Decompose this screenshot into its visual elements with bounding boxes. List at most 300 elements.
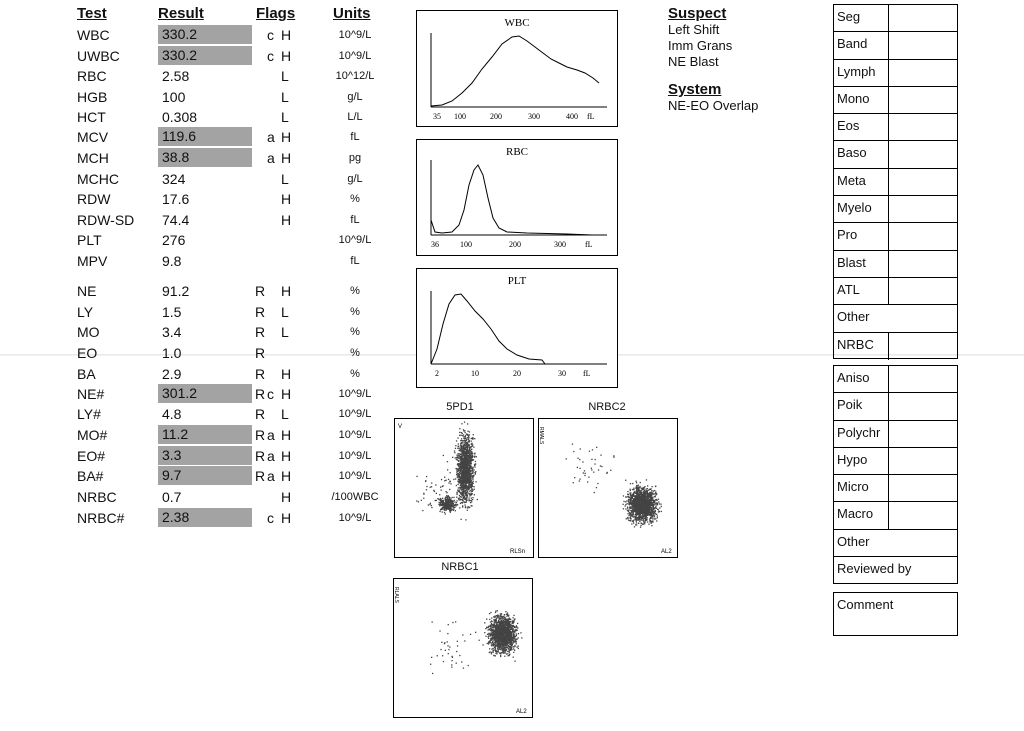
scatter-point xyxy=(499,647,500,648)
scatter-point xyxy=(497,644,498,645)
scatter-point xyxy=(647,488,648,489)
scatter-point xyxy=(494,644,495,645)
scatter-point xyxy=(636,524,637,525)
scatter-point xyxy=(496,651,497,652)
scatter-point xyxy=(643,518,644,519)
scatter-point xyxy=(651,490,652,491)
test-result: 119.6 xyxy=(158,127,252,146)
scatter-point xyxy=(637,504,638,505)
scatter-point xyxy=(464,449,465,450)
scatter-point xyxy=(492,641,493,642)
result-row xyxy=(0,148,390,168)
scatter-point xyxy=(491,653,492,654)
scatter-point xyxy=(495,611,496,612)
flag-level: L xyxy=(281,304,289,320)
scatter-point xyxy=(471,460,472,461)
scatter-point xyxy=(641,512,642,513)
test-name: MCH xyxy=(77,150,109,166)
scatter-point xyxy=(469,474,470,475)
scatter-point xyxy=(650,507,651,508)
scatter-point xyxy=(639,494,640,495)
scatter-point xyxy=(640,497,641,498)
scatter-point xyxy=(515,627,516,628)
scatter-point xyxy=(431,482,432,483)
scatter-point xyxy=(463,445,464,446)
scatter-point xyxy=(453,497,454,498)
flag-source: R xyxy=(255,448,266,464)
scatter-point xyxy=(470,466,471,467)
flag-source: R xyxy=(255,468,266,484)
scatter-point xyxy=(512,621,513,622)
scatter-point xyxy=(508,634,509,635)
scatter-point xyxy=(514,650,515,651)
scatter-point xyxy=(501,633,502,634)
scatter-point xyxy=(461,479,462,480)
scatter-point xyxy=(468,476,469,477)
scatter-point xyxy=(502,650,503,651)
scatter-point xyxy=(462,450,463,451)
scatter-point xyxy=(625,480,626,481)
scatter-point xyxy=(511,640,512,641)
flag-level: H xyxy=(281,366,292,382)
scatter-point xyxy=(470,475,471,476)
scatter-point xyxy=(461,438,462,439)
scatter-point xyxy=(491,617,492,618)
scatter-point xyxy=(442,511,443,512)
5pd1-scatterplot xyxy=(394,418,534,558)
scatter-point xyxy=(591,469,592,470)
scatter-point xyxy=(498,621,499,622)
scatter-point xyxy=(469,495,470,496)
scatter-point xyxy=(493,645,494,646)
scatter-point xyxy=(467,507,468,508)
scatter-point xyxy=(655,486,656,487)
scatter-point xyxy=(458,446,459,447)
scatter-point xyxy=(452,457,453,458)
scatter-point xyxy=(485,636,486,637)
scatter-point xyxy=(443,455,444,456)
scatter-point xyxy=(459,482,460,483)
scatter-point xyxy=(459,476,460,477)
scatter-point xyxy=(653,505,654,506)
scatter-point xyxy=(454,501,455,502)
scatter-point xyxy=(573,482,574,483)
scatter-point xyxy=(463,466,464,467)
scatter-point xyxy=(655,493,656,494)
scatter-point xyxy=(653,507,654,508)
scatter-point xyxy=(508,639,509,640)
scatter-point xyxy=(495,650,496,651)
scatter-point xyxy=(661,506,662,507)
test-name: NRBC# xyxy=(77,510,125,526)
scatter-point xyxy=(635,518,636,519)
scatter-point xyxy=(465,480,466,481)
scatter-point xyxy=(589,451,590,452)
scatter-point xyxy=(500,624,501,625)
test-result: 38.8 xyxy=(158,148,252,167)
scatter-point xyxy=(625,508,626,509)
scatter-point xyxy=(654,508,655,509)
scatter-point xyxy=(466,438,467,439)
scatter-point xyxy=(638,523,639,524)
scatter-point xyxy=(454,452,455,453)
scatter-point xyxy=(474,466,475,467)
scatter-point xyxy=(461,519,462,520)
scatter-point xyxy=(456,492,457,493)
scatter-point xyxy=(469,458,470,459)
scatter-point xyxy=(471,441,472,442)
result-row xyxy=(0,251,390,271)
scatter-point xyxy=(513,634,514,635)
scatter-point xyxy=(641,490,642,491)
scatter-point xyxy=(459,472,460,473)
scatter-point xyxy=(462,502,463,503)
scatter-point xyxy=(460,469,461,470)
scatter-point xyxy=(579,479,580,480)
result-row xyxy=(0,487,390,507)
scatter-point xyxy=(463,471,464,472)
scatter-point xyxy=(514,661,515,662)
scatter-point xyxy=(630,520,631,521)
scatter-point xyxy=(499,622,500,623)
header-test: Test xyxy=(77,5,107,22)
scatter-point xyxy=(510,638,511,639)
scatter-point xyxy=(645,511,646,512)
scatter-point xyxy=(504,656,505,657)
result-row xyxy=(0,466,390,486)
scatter-point xyxy=(520,632,521,633)
scatter-point xyxy=(468,472,469,473)
scatter-point xyxy=(656,514,657,515)
scatter-point xyxy=(453,510,454,511)
scatter-point xyxy=(455,510,456,511)
scatter-point xyxy=(632,501,633,502)
scatter-point xyxy=(452,505,453,506)
scatter-point xyxy=(512,630,513,631)
scatter-point xyxy=(633,522,634,523)
scatter-point xyxy=(658,501,659,502)
scatter-point xyxy=(455,457,456,458)
scatter-point xyxy=(513,622,514,623)
scatter-point xyxy=(463,461,464,462)
test-result: 0.7 xyxy=(162,489,182,505)
result-row xyxy=(0,189,390,209)
scatter-point xyxy=(461,457,462,458)
test-units: % xyxy=(350,285,360,297)
result-row xyxy=(0,384,390,404)
scatter-point xyxy=(471,474,472,475)
scatter-point xyxy=(431,486,432,487)
scatter-point xyxy=(469,483,470,484)
scatter-point xyxy=(660,504,661,505)
scatter-point xyxy=(467,491,468,492)
test-units: % xyxy=(350,193,360,205)
scatter-point xyxy=(452,509,453,510)
scatter-point xyxy=(508,640,509,641)
test-name: EO# xyxy=(77,448,106,464)
scatter-point xyxy=(630,513,631,514)
scatter-point xyxy=(466,449,467,450)
flag-source: R xyxy=(255,366,266,382)
scatter-point xyxy=(646,501,647,502)
scatter-point xyxy=(458,443,459,444)
scatter-point xyxy=(442,501,443,502)
scatter-point xyxy=(651,523,652,524)
test-units: 10^9/L xyxy=(338,512,372,524)
scatter-point xyxy=(461,493,462,494)
scatter-point xyxy=(514,619,515,620)
scatter-point xyxy=(474,489,475,490)
scatter-point xyxy=(491,630,492,631)
flag-level: L xyxy=(281,68,289,84)
test-name: BA# xyxy=(77,468,104,484)
scatter-point xyxy=(515,636,516,637)
scatter-point xyxy=(594,492,595,493)
scatter-point xyxy=(451,498,452,499)
scatter-point xyxy=(497,630,498,631)
scatter-point xyxy=(428,504,429,505)
scatter-point xyxy=(446,501,447,502)
scatter-point xyxy=(449,508,450,509)
flag-level: H xyxy=(281,212,292,228)
scatter-point xyxy=(643,491,644,492)
test-result: 1.5 xyxy=(162,304,182,320)
scatter-point xyxy=(468,464,469,465)
scatter-point xyxy=(631,502,632,503)
scatter-point xyxy=(636,496,637,497)
scatter-point xyxy=(650,495,651,496)
scatter-point xyxy=(628,503,629,504)
scatter-point xyxy=(651,500,652,501)
scatter-point xyxy=(632,495,633,496)
scatter-point xyxy=(456,500,457,501)
scatter-point xyxy=(488,629,489,630)
scatter-point xyxy=(630,515,631,516)
scatter-point xyxy=(498,650,499,651)
scatter-point xyxy=(503,646,504,647)
scatter-point xyxy=(462,476,463,477)
scatter-point xyxy=(439,505,440,506)
scatter-point xyxy=(488,643,489,644)
scatter-point xyxy=(461,449,462,450)
test-name: MO xyxy=(77,324,100,340)
scatter-point xyxy=(467,434,468,435)
scatter-point xyxy=(630,517,631,518)
scatter-point xyxy=(651,518,652,519)
scatter-point xyxy=(507,628,508,629)
scatter-point xyxy=(456,455,457,456)
result-row xyxy=(0,281,390,301)
scatter-point xyxy=(465,468,466,469)
plt-tick-0: 2 xyxy=(435,369,439,378)
flag-level: H xyxy=(281,48,292,64)
scatter-point xyxy=(464,502,465,503)
scatter-point xyxy=(628,499,629,500)
scatter-point xyxy=(582,461,583,462)
scatter-point xyxy=(460,473,461,474)
scatter-point xyxy=(459,448,460,449)
test-name: NRBC xyxy=(77,489,117,505)
scatter-point xyxy=(467,460,468,461)
scatter-point xyxy=(499,648,500,649)
scatter-point xyxy=(497,642,498,643)
scatter-point xyxy=(498,637,499,638)
scatter-point xyxy=(648,524,649,525)
scatter-point xyxy=(458,454,459,455)
test-units: 10^9/L xyxy=(338,29,372,41)
flag-code: c xyxy=(267,510,274,526)
scatter-point xyxy=(472,468,473,469)
scatter-point xyxy=(463,482,464,483)
scatter-point xyxy=(644,514,645,515)
scatter-point xyxy=(462,481,463,482)
scatter-point xyxy=(638,485,639,486)
flag-level: L xyxy=(281,109,289,125)
scatter-point xyxy=(458,469,459,470)
scatter-point xyxy=(470,458,471,459)
scatter-point xyxy=(470,500,471,501)
test-name: LY# xyxy=(77,406,101,422)
scatter-point xyxy=(630,489,631,490)
scatter-point xyxy=(465,497,466,498)
scatter-point xyxy=(465,488,466,489)
scatter-point xyxy=(506,633,507,634)
nrbc1-scatterplot xyxy=(393,578,533,718)
test-units: 10^9/L xyxy=(338,470,372,482)
test-units: % xyxy=(350,368,360,380)
scatter-point xyxy=(591,468,592,469)
scatter-point xyxy=(643,500,644,501)
scatter-point xyxy=(494,622,495,623)
scatter-point xyxy=(508,615,509,616)
nrbc1-x-axis-label: AL2 xyxy=(516,709,527,715)
scatter-point xyxy=(490,632,491,633)
scatter-point xyxy=(647,504,648,505)
scatter-point xyxy=(645,489,646,490)
scatter-point xyxy=(464,438,465,439)
scatter-point xyxy=(584,470,585,471)
scatter-point xyxy=(632,489,633,490)
test-result: 2.58 xyxy=(162,68,190,84)
test-name: RBC xyxy=(77,68,107,84)
scatter-point xyxy=(465,453,466,454)
scatter-point xyxy=(465,507,466,508)
test-units: % xyxy=(350,347,360,359)
scatter-point xyxy=(643,512,644,513)
scatter-point xyxy=(657,517,658,518)
test-units: 10^9/L xyxy=(338,450,372,462)
scatter-point xyxy=(649,503,650,504)
test-result: 4.8 xyxy=(162,406,182,422)
scatter-point xyxy=(450,509,451,510)
scatter-point xyxy=(466,470,467,471)
flag-level: H xyxy=(281,27,292,43)
scatter-point xyxy=(466,489,467,490)
scatter-point xyxy=(613,455,614,456)
scatter-point xyxy=(646,510,647,511)
scatter-point xyxy=(457,464,458,465)
scatter-point xyxy=(455,448,456,449)
scatter-point xyxy=(651,503,652,504)
scatter-point xyxy=(456,505,457,506)
scatter-point xyxy=(490,651,491,652)
scatter-point xyxy=(465,484,466,485)
scatter-point xyxy=(640,517,641,518)
scatter-point xyxy=(513,633,514,634)
nrbc2-y-axis-label: RMALS xyxy=(538,427,544,445)
scatter-point xyxy=(494,647,495,648)
scatter-point xyxy=(448,479,449,480)
scatter-point xyxy=(472,444,473,445)
test-result: 2.38 xyxy=(158,508,252,527)
scatter-point xyxy=(498,625,499,626)
scatter-point xyxy=(504,614,505,615)
scatter-point xyxy=(587,481,588,482)
scatter-point xyxy=(566,458,567,459)
scatter-point xyxy=(630,483,631,484)
test-units: 10^9/L xyxy=(338,50,372,62)
scatter-point xyxy=(653,491,654,492)
scatter-point xyxy=(456,440,457,441)
scatter-point xyxy=(450,512,451,513)
scatter-point xyxy=(470,462,471,463)
test-name: MO# xyxy=(77,427,108,443)
scatter-point xyxy=(445,497,446,498)
test-result: 17.6 xyxy=(162,191,190,207)
scatter-point xyxy=(464,445,465,446)
scatter-point xyxy=(504,621,505,622)
scatter-point xyxy=(495,612,496,613)
result-row xyxy=(0,364,390,384)
nrbc1-title: NRBC1 xyxy=(441,561,479,573)
scatter-point xyxy=(633,513,634,514)
scatter-point xyxy=(469,451,470,452)
scatter-point xyxy=(649,512,650,513)
scatter-point xyxy=(447,469,448,470)
scatter-point xyxy=(471,453,472,454)
flag-level: H xyxy=(281,489,292,505)
scatter-point xyxy=(515,639,516,640)
scatter-point xyxy=(449,489,450,490)
scatter-point xyxy=(476,456,477,457)
scatter-point xyxy=(634,526,635,527)
scatter-point xyxy=(500,613,501,614)
scatter-point xyxy=(500,653,501,654)
scatter-point xyxy=(659,507,660,508)
scatter-point xyxy=(508,631,509,632)
test-units: 10^9/L xyxy=(338,388,372,400)
scatter-point xyxy=(466,446,467,447)
result-row xyxy=(0,343,390,363)
scatter-point xyxy=(655,510,656,511)
result-row xyxy=(0,87,390,107)
scatter-point xyxy=(627,491,628,492)
scatter-point xyxy=(636,499,637,500)
scatter-point xyxy=(579,468,580,469)
scatter-point xyxy=(630,494,631,495)
flag-source: R xyxy=(255,386,266,402)
flag-code: a xyxy=(267,448,275,464)
scatter-point xyxy=(591,459,592,460)
scatter-point xyxy=(643,504,644,505)
flag-code: c xyxy=(267,48,274,64)
scatter-point xyxy=(468,437,469,438)
scatter-point xyxy=(513,657,514,658)
scatter-point xyxy=(487,643,488,644)
scatter-point xyxy=(475,481,476,482)
scatter-point xyxy=(459,480,460,481)
scatter-point xyxy=(458,499,459,500)
